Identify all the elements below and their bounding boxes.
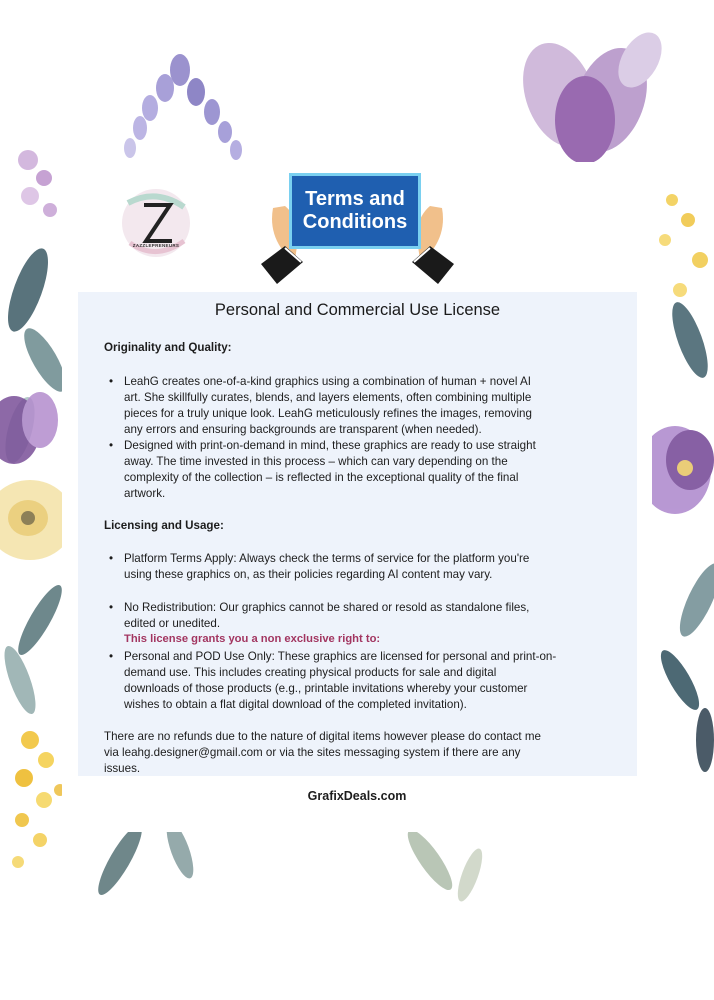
platform-terms-line-1: Platform Terms Apply: Always check the terms of service for the platform you're [124,552,530,565]
originality-heading: Originality and Quality: [104,341,232,354]
bullet-dot: • [109,650,114,663]
bullet-dot: • [109,439,114,452]
personal-pod-line-4: wishes to obtain a flat digital download of the completed invitation). [124,698,467,711]
originality-bullet-1-line-2: art. She skillfully curates, blends, and layers elements, often combining multiple [124,391,532,404]
originality-bullet-1-line-3: pieces for a truly unique look. LeahG meticulously refines the images, removing [124,407,532,420]
grant-text: This license grants you a non exclusive right to: [124,633,381,645]
originality-bullet-1-line-4: any errors and ensuring backgrounds are transparent (when needed). [124,423,482,436]
originality-bullet-2-line-3: complexity of the collection – is reflected in the exceptional quality of the final [124,471,519,484]
originality-bullet-1-line-1: LeahG creates one-of-a-kind graphics using a combination of human + novel AI [124,375,531,388]
refund-note-line-3: issues. [104,762,141,775]
left-purple-flower-icon [0,392,58,464]
right-leaves-icon [654,298,714,772]
refund-note-line-1: There are no refunds due to the nature of digital items however please do contact me [104,730,541,743]
right-yellow-sprig-icon [659,194,708,297]
banner-line-2: Conditions [302,211,408,233]
license-title: Personal and Commercial Use License [214,301,501,319]
small-flowers-icon [18,150,57,217]
yellow-berries-icon [12,731,66,868]
bullet-dot: • [109,601,114,614]
personal-pod-line-3: downloads of those products (e.g., printable invitations whereby your customer [124,682,528,695]
personal-pod-line-2: demand use. This includes creating physical products for sale and digital [124,666,497,679]
originality-bullet-2-line-1: Designed with print-on-demand in mind, these graphics are ready to use straight [124,439,536,452]
no-redistribution-line-1: No Redistribution: Our graphics cannot be shared or resold as standalone files, [124,601,530,614]
banner-line-1: Terms and [305,188,405,210]
terms-conditions-banner [289,173,421,249]
purple-flower-icon [510,25,671,164]
originality-bullet-2-line-4: artwork. [124,487,166,500]
licensing-heading: Licensing and Usage: [104,519,224,532]
zazzlepreneurs-logo-icon [118,183,194,269]
bullet-dot: • [109,552,114,565]
refund-note-line-2: via leahg.designer@gmail.com or via the sites messaging system if there are any [104,746,521,759]
lavender-sprig-icon [124,54,242,160]
originality-bullet-2-line-2: away. The time invested in this process – which can vary depending on the [124,455,508,468]
logo-text: ZAZZLEPRENEURS [132,243,180,248]
no-redistribution-line-2: edited or unedited. [124,617,221,630]
platform-terms-line-2: using these graphics on, as their policies regarding AI content may vary. [124,568,493,581]
personal-pod-line-1: Personal and POD Use Only: These graphics are licensed for personal and print-on- [124,650,557,663]
footer-site-name: GrafixDeals.com [307,789,407,803]
bullet-dot: • [109,375,114,388]
left-bottom-leaves-icon [0,580,69,717]
